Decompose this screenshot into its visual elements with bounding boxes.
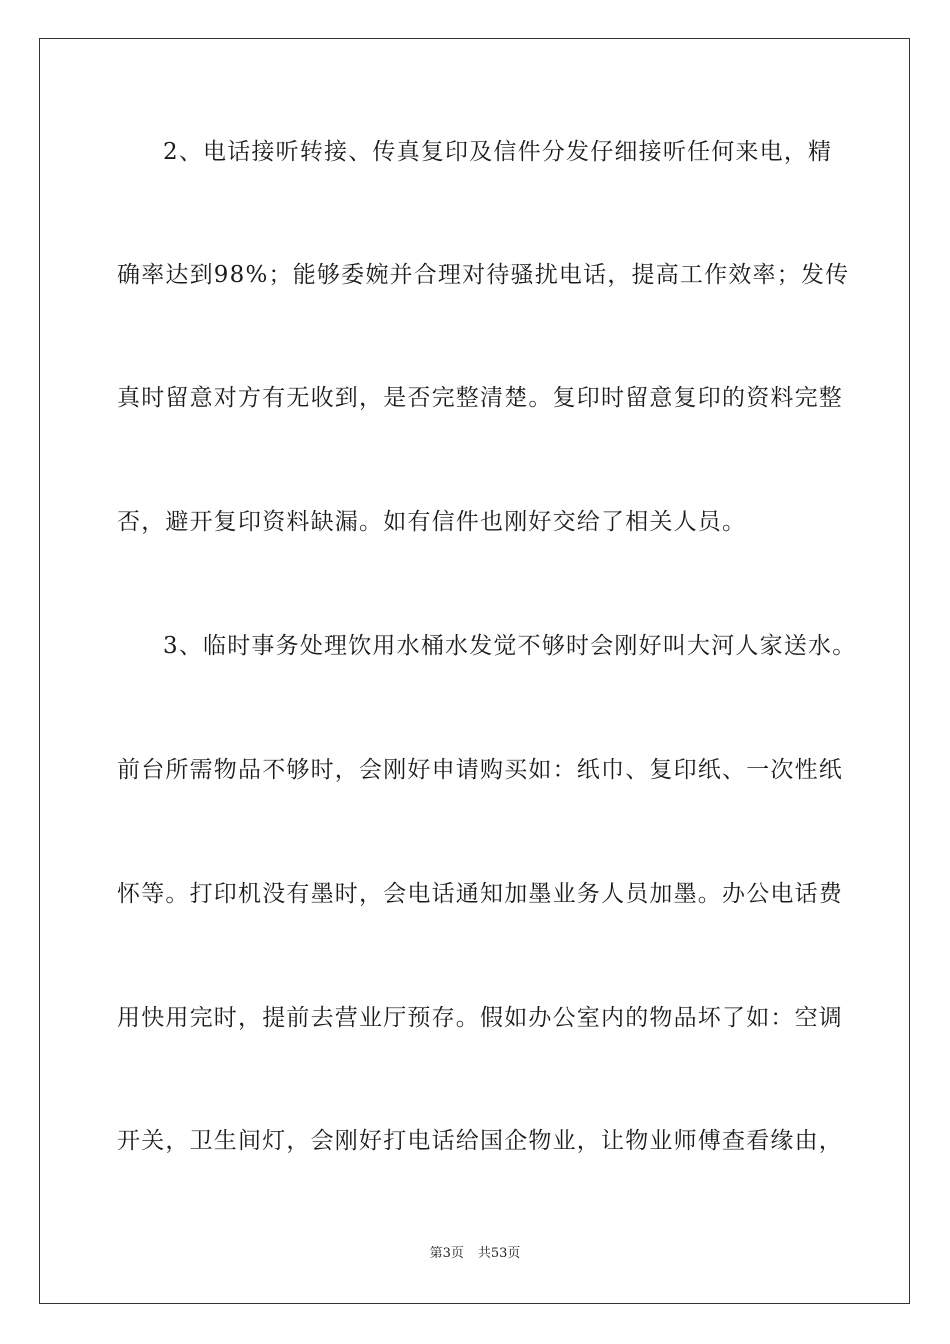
paragraph-line: 开关，卫生间灯，会刚好打电话给国企物业，让物业师傅查看缘由， — [117, 1128, 843, 1154]
page-footer — [0, 1245, 950, 1263]
paragraph-line: 2、电话接听转接、传真复印及信件分发仔细接听任何来电，精 — [163, 139, 833, 165]
paragraph-line: 怀等。打印机没有墨时，会电话通知加墨业务人员加墨。办公电话费 — [117, 881, 843, 907]
page-border — [39, 38, 910, 1304]
page-number: 第3页 — [429, 1246, 464, 1261]
paragraph-line: 确率达到98%；能够委婉并合理对待骚扰电话，提高工作效率；发传 — [117, 262, 850, 288]
paragraph-line: 3、临时事务处理饮用水桶水发觉不够时会刚好叫大河人家送水。 — [163, 633, 857, 659]
paragraph-line: 真时留意对方有无收到，是否完整清楚。复印时留意复印的资料完整 — [117, 385, 843, 411]
paragraph-line: 前台所需物品不够时，会刚好申请购买如：纸巾、复印纸、一次性纸 — [117, 757, 843, 783]
total-pages: 共53页 — [477, 1246, 521, 1261]
paragraph-line: 否，避开复印资料缺漏。如有信件也刚好交给了相关人员。 — [117, 509, 747, 535]
paragraph-line: 用快用完时，提前去营业厅预存。假如办公室内的物品坏了如：空调 — [117, 1005, 843, 1031]
